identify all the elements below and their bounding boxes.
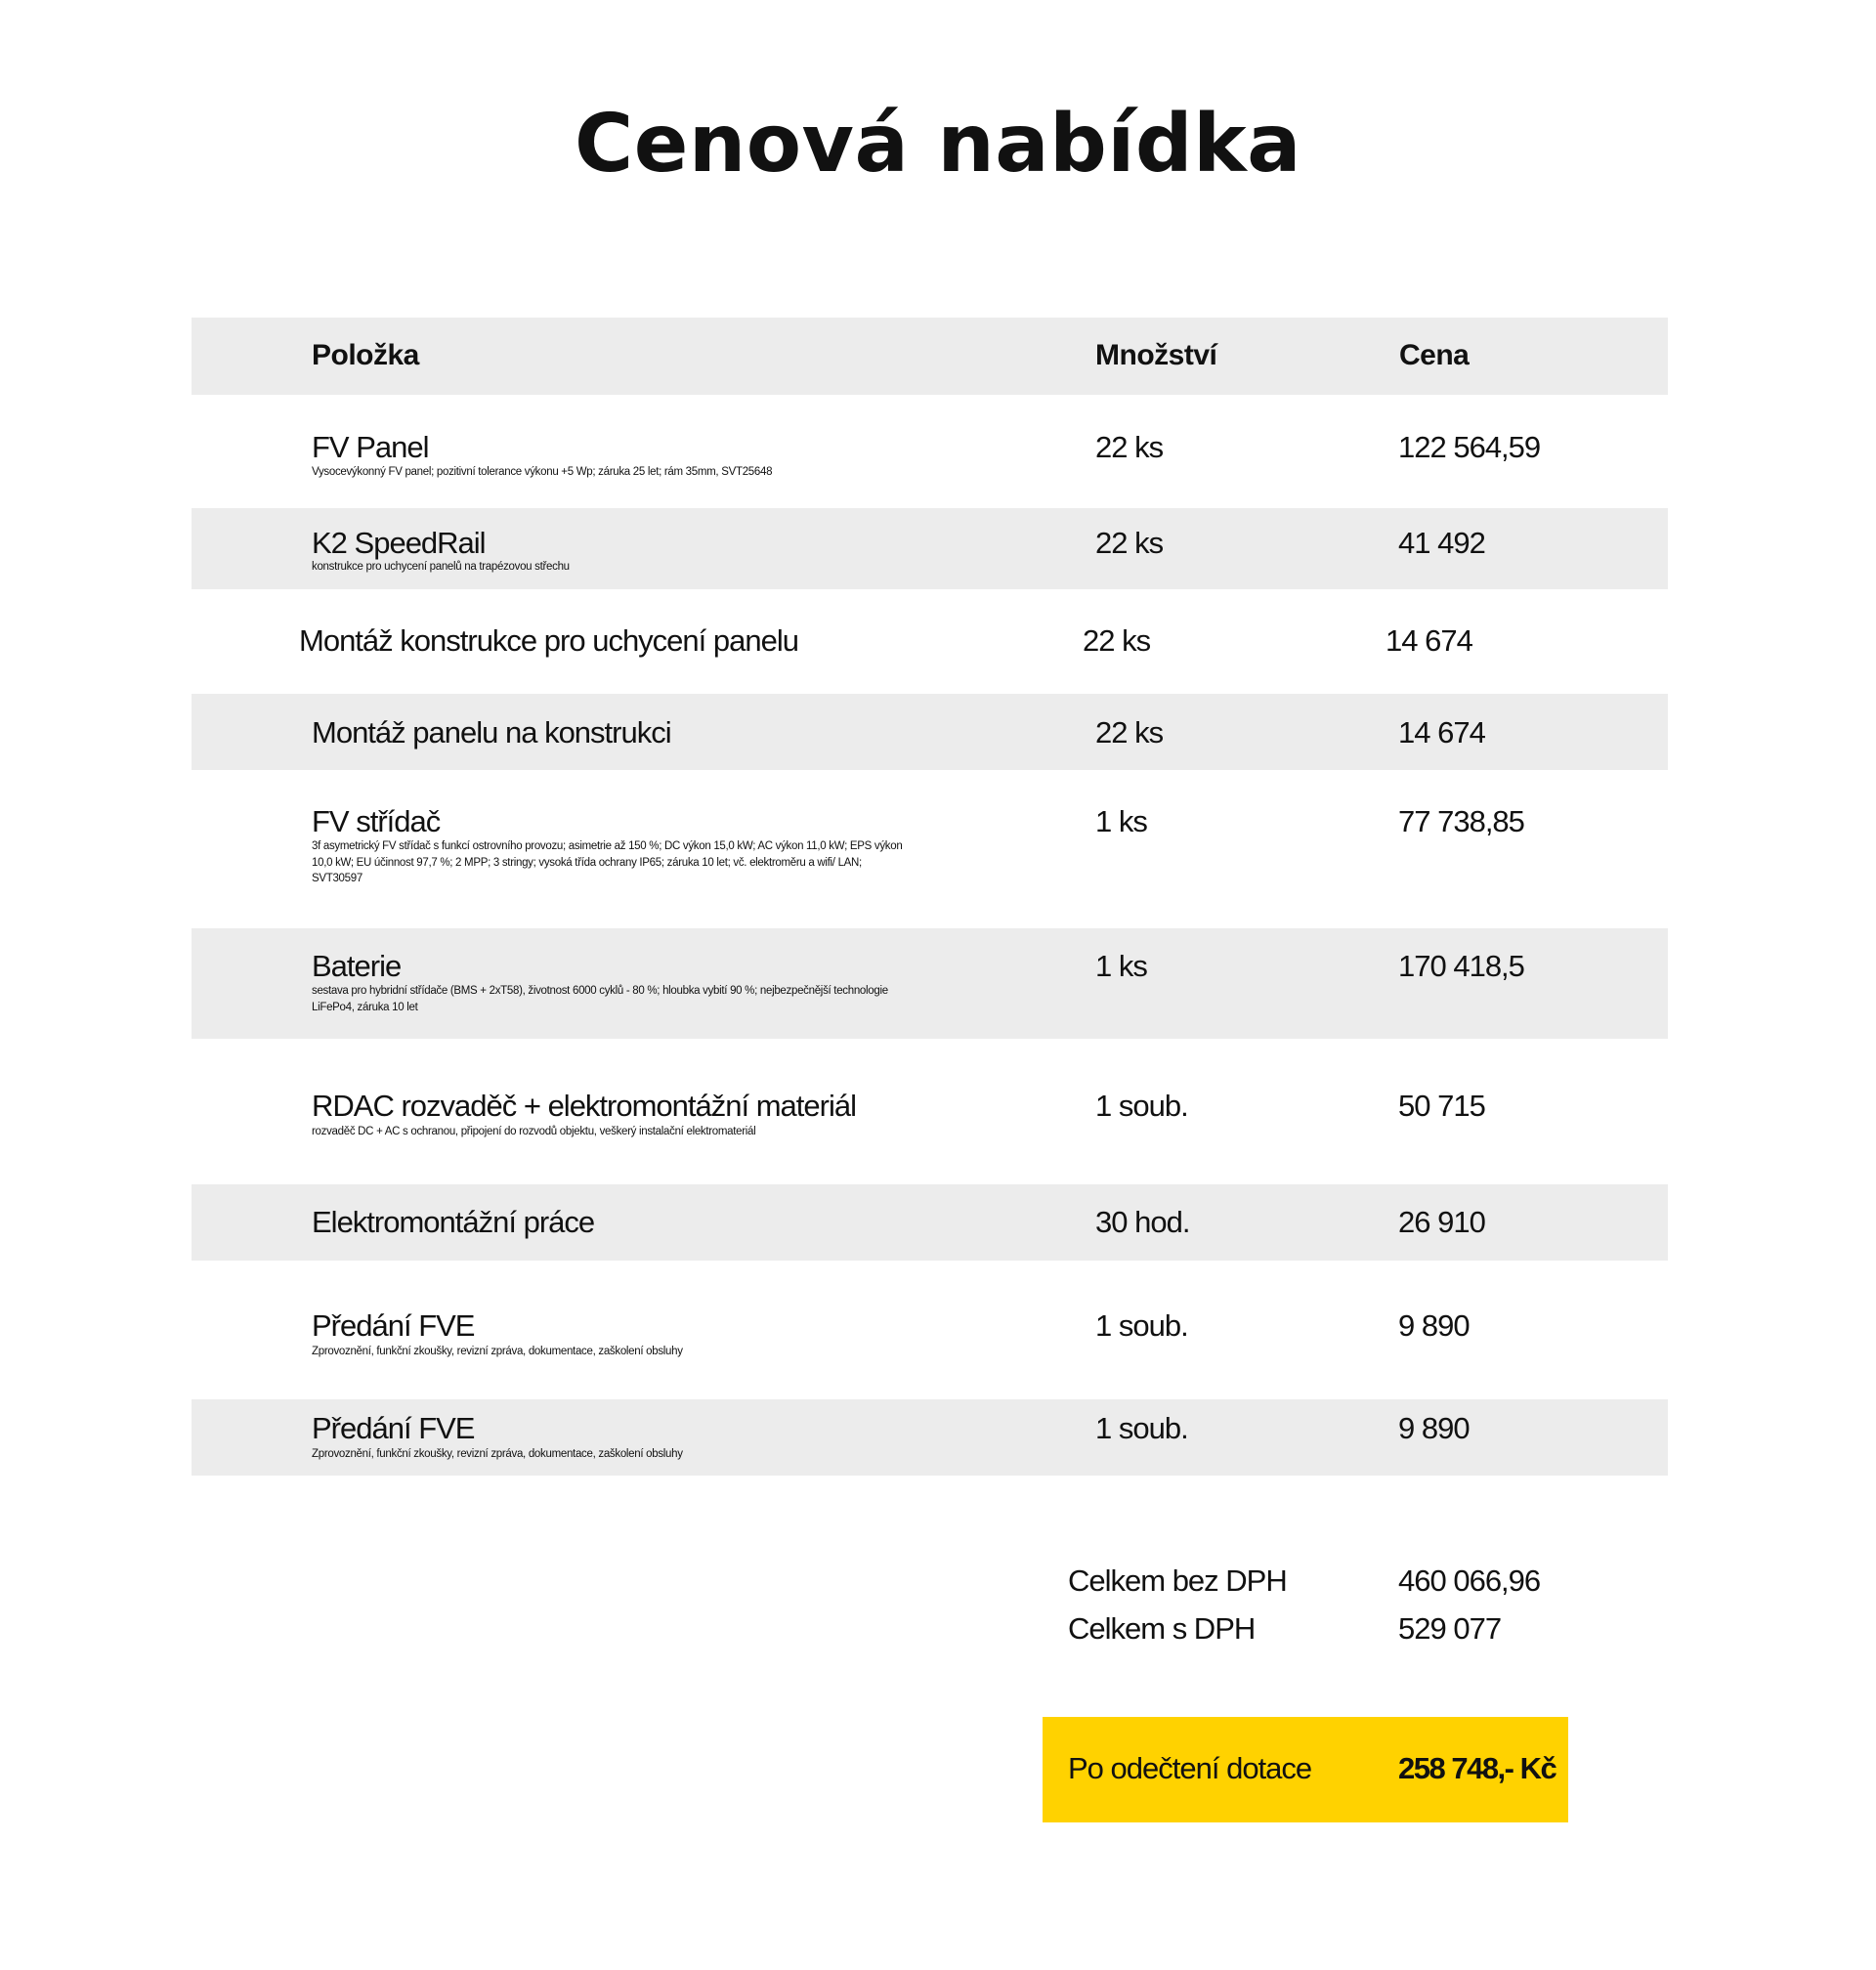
item-name: Montáž panelu na konstrukci (312, 715, 671, 749)
item-quantity: 22 ks (1095, 526, 1164, 560)
item-name: RDAC rozvaděč + elektromontážní materiál (312, 1089, 856, 1123)
table-row (192, 694, 1668, 770)
item-price: 9 890 (1398, 1411, 1470, 1445)
item-quantity: 1 soub. (1095, 1411, 1188, 1445)
item-name: Montáž konstrukce pro uchycení panelu (299, 623, 798, 658)
table-header (192, 318, 1668, 395)
item-price: 50 715 (1398, 1089, 1485, 1123)
column-header-item: Položka (312, 339, 419, 371)
item-price: 122 564,59 (1398, 430, 1541, 464)
item-price: 77 738,85 (1398, 804, 1524, 838)
item-quantity: 22 ks (1095, 715, 1164, 749)
item-price: 41 492 (1398, 526, 1485, 560)
item-quantity: 1 ks (1095, 949, 1147, 983)
item-description: konstrukce pro uchycení panelů na trapézovou střechu (312, 561, 570, 573)
item-description: Vysocevýkonný FV panel; pozitivní tolerance výkonu +5 Wp; záruka 25 let; rám 35mm, SVT25648 (312, 466, 773, 478)
page-title: Cenová nabídka (575, 98, 1301, 191)
item-description: 3f asymetrický FV střídač s funkcí ostrovního provozu; asimetrie až 150 %; DC výkon 15,0 kW; AC výkon 11,0 kW; EPS výkon 10,0 kW; EU účinnost 97,7 %; 2 MPP; 3 stringy; vysoká třída ochrany IP65; záruka 10 let; vč. elektroměru a wifi/ LAN; SVT30597 (312, 840, 903, 884)
item-quantity: 22 ks (1095, 430, 1164, 464)
item-name: FV střídač (312, 804, 441, 838)
total-without-vat-label: Celkem bez DPH (1068, 1563, 1287, 1598)
table-row (192, 1399, 1668, 1476)
item-quantity: 30 hod. (1095, 1205, 1190, 1239)
item-name: Předání FVE (312, 1308, 475, 1343)
subsidy-box (1043, 1717, 1568, 1822)
table-row (192, 508, 1668, 589)
total-without-vat-value: 460 066,96 (1398, 1563, 1541, 1598)
item-name: FV Panel (312, 430, 429, 464)
item-quantity: 22 ks (1083, 623, 1151, 658)
item-price: 26 910 (1398, 1205, 1485, 1239)
item-quantity: 1 soub. (1095, 1089, 1188, 1123)
item-price: 14 674 (1398, 715, 1485, 749)
item-price: 170 418,5 (1398, 949, 1524, 983)
item-name: Předání FVE (312, 1411, 475, 1445)
item-description: sestava pro hybridní střídače (BMS + 2xT58), životnost 6000 cyklů - 80 %; hloubka vybití 90 %; nejbezpečnější technologie LiFePo4, záruka 10 let (312, 985, 888, 1013)
item-quantity: 1 soub. (1095, 1308, 1188, 1343)
subsidy-label: Po odečtení dotace (1068, 1751, 1312, 1785)
total-with-vat-label: Celkem s DPH (1068, 1611, 1256, 1646)
table-row (192, 1184, 1668, 1261)
subsidy-value: 258 748,- Kč (1398, 1751, 1556, 1785)
table-row (192, 928, 1668, 1039)
item-description: Zprovoznění, funkční zkoušky, revizní zpráva, dokumentace, zaškolení obsluhy (312, 1448, 683, 1460)
item-price: 9 890 (1398, 1308, 1470, 1343)
column-header-price: Cena (1399, 339, 1470, 371)
item-quantity: 1 ks (1095, 804, 1147, 838)
item-description: rozvaděč DC + AC s ochranou, připojení do rozvodů objektu, veškerý instalační elektromateriál (312, 1126, 756, 1137)
item-price: 14 674 (1386, 623, 1472, 658)
item-name: Baterie (312, 949, 402, 983)
item-name: Elektromontážní práce (312, 1205, 595, 1239)
column-header-quantity: Množství (1095, 339, 1217, 371)
item-name: K2 SpeedRail (312, 526, 486, 560)
item-description: Zprovoznění, funkční zkoušky, revizní zpráva, dokumentace, zaškolení obsluhy (312, 1346, 683, 1357)
total-with-vat-value: 529 077 (1398, 1611, 1502, 1646)
